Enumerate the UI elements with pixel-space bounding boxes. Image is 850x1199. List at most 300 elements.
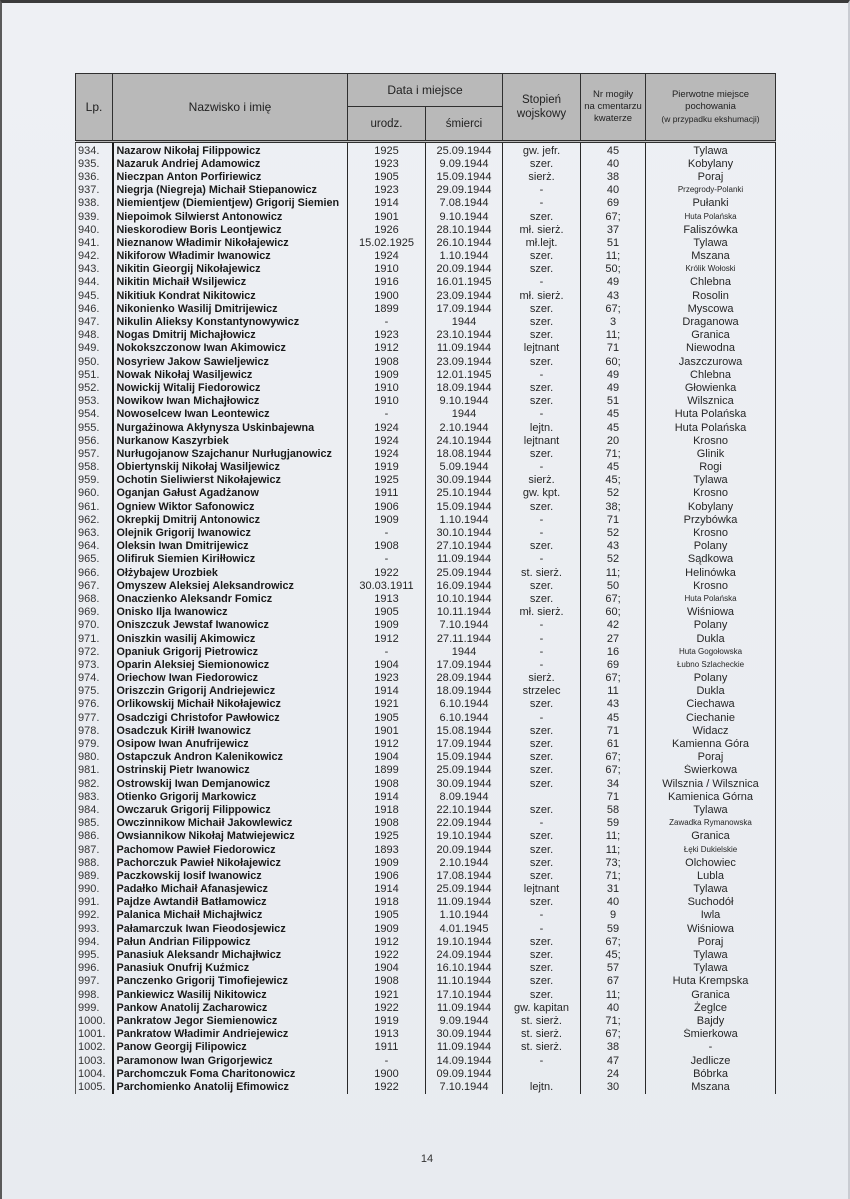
row-name: Oparin Aleksiej Siemionowicz xyxy=(113,658,348,671)
row-grave-number: 43 xyxy=(581,289,646,302)
row-grave-number: 3 xyxy=(581,315,646,328)
table-row xyxy=(76,988,776,1001)
row-original-place: Kamienica Górna xyxy=(646,790,776,803)
row-name: Okrepkij Dmitrij Antonowicz xyxy=(113,513,348,526)
row-birth-date: 1924 xyxy=(348,447,426,460)
row-death-date: 11.09.1944 xyxy=(426,1041,503,1054)
row-original-place: Świerkowa xyxy=(646,764,776,777)
row-death-date: 16.10.1944 xyxy=(426,962,503,975)
row-original-place: Łubno Szlacheckie xyxy=(646,658,776,671)
table-row xyxy=(76,142,776,158)
row-grave-number: 45; xyxy=(581,474,646,487)
row-death-date: 1944 xyxy=(426,315,503,328)
row-death-date: 18.09.1944 xyxy=(426,685,503,698)
table-row xyxy=(76,962,776,975)
table-row xyxy=(76,935,776,948)
row-rank: mł. sierż. xyxy=(503,606,581,619)
row-original-place: Mszana xyxy=(646,1080,776,1093)
row-name: Panasiuk Aleksandr Michajłwicz xyxy=(113,948,348,961)
row-number: 1004. xyxy=(76,1067,113,1080)
row-rank: szer. xyxy=(503,210,581,223)
row-grave-number: 45 xyxy=(581,142,646,158)
row-original-place: Chlebna xyxy=(646,368,776,381)
table-row xyxy=(76,263,776,276)
row-name: Olifiruk Siemien Kiriłłowicz xyxy=(113,553,348,566)
row-rank: - xyxy=(503,276,581,289)
table-row xyxy=(76,170,776,183)
row-name: Nieczpan Anton Porfiriewicz xyxy=(113,170,348,183)
table-row xyxy=(76,1028,776,1041)
row-number: 952. xyxy=(76,381,113,394)
table-row xyxy=(76,342,776,355)
row-original-place: Iwla xyxy=(646,909,776,922)
row-death-date: 1.10.1944 xyxy=(426,513,503,526)
row-rank: - xyxy=(503,513,581,526)
row-original-place: Kobylany xyxy=(646,157,776,170)
row-rank: szer. xyxy=(503,830,581,843)
row-number: 953. xyxy=(76,395,113,408)
row-death-date: 11.09.1944 xyxy=(426,1001,503,1014)
row-grave-number: 52 xyxy=(581,487,646,500)
row-birth-date: 1923 xyxy=(348,672,426,685)
table-row xyxy=(76,421,776,434)
row-grave-number: 38 xyxy=(581,170,646,183)
row-number: 997. xyxy=(76,975,113,988)
row-grave-number: 50 xyxy=(581,579,646,592)
row-name: Nowak Nikołaj Wasiljewicz xyxy=(113,368,348,381)
row-birth-date: 15.02.1925 xyxy=(348,236,426,249)
row-original-place: Mszana xyxy=(646,250,776,263)
row-number: 973. xyxy=(76,658,113,671)
row-rank: mł. sierż. xyxy=(503,289,581,302)
table-row xyxy=(76,737,776,750)
table-row xyxy=(76,223,776,236)
row-rank: szer. xyxy=(503,447,581,460)
table-header xyxy=(76,74,776,142)
row-name: Nurgażinowa Akłynysza Uskinbajewna xyxy=(113,421,348,434)
table-row xyxy=(76,250,776,263)
row-rank: szer. xyxy=(503,355,581,368)
row-death-date: 1944 xyxy=(426,408,503,421)
row-death-date: 30.09.1944 xyxy=(426,777,503,790)
row-original-place: Sądkowa xyxy=(646,553,776,566)
row-original-place: Krosno xyxy=(646,487,776,500)
row-death-date: 9.10.1944 xyxy=(426,395,503,408)
row-grave-number: 40 xyxy=(581,1001,646,1014)
row-death-date: 16.09.1944 xyxy=(426,579,503,592)
row-death-date: 24.09.1944 xyxy=(426,948,503,961)
row-birth-date: 1924 xyxy=(348,434,426,447)
row-death-date: 30.09.1944 xyxy=(426,1028,503,1041)
row-name: Niepoimok Silwierst Antonowicz xyxy=(113,210,348,223)
row-original-place: Tylawa xyxy=(646,474,776,487)
row-grave-number: 9 xyxy=(581,909,646,922)
row-death-date: 12.01.1945 xyxy=(426,368,503,381)
row-name: Nieznanow Władimir Nikołajewicz xyxy=(113,236,348,249)
row-birth-date: 1914 xyxy=(348,685,426,698)
row-original-place: Kamienna Góra xyxy=(646,737,776,750)
row-rank: lejtnant xyxy=(503,434,581,447)
row-name: Panow Georgij Filipowicz xyxy=(113,1041,348,1054)
row-birth-date: 1922 xyxy=(348,948,426,961)
row-number: 939. xyxy=(76,210,113,223)
row-death-date: 1944 xyxy=(426,645,503,658)
row-rank: szer. xyxy=(503,764,581,777)
row-number: 981. xyxy=(76,764,113,777)
row-grave-number: 38 xyxy=(581,1041,646,1054)
row-grave-number: 43 xyxy=(581,698,646,711)
table-row xyxy=(76,869,776,882)
table-row xyxy=(76,592,776,605)
table-row xyxy=(76,830,776,843)
header-place-line3: (w przypadku ekshumacji) xyxy=(661,113,760,124)
row-grave-number: 71 xyxy=(581,724,646,737)
row-original-place: Poraj xyxy=(646,935,776,948)
row-number: 936. xyxy=(76,170,113,183)
row-grave-number: 52 xyxy=(581,526,646,539)
row-name: Oniszkin wasilij Akimowicz xyxy=(113,632,348,645)
row-number: 937. xyxy=(76,184,113,197)
row-number: 954. xyxy=(76,408,113,421)
row-rank: szer. xyxy=(503,737,581,750)
row-birth-date: 1911 xyxy=(348,1041,426,1054)
row-original-place: Glinik xyxy=(646,447,776,460)
row-grave-number: 51 xyxy=(581,236,646,249)
row-rank: gw. kpt. xyxy=(503,487,581,500)
row-name: Nosyriew Jakow Sawieljewicz xyxy=(113,355,348,368)
row-number: 949. xyxy=(76,342,113,355)
row-birth-date: 1893 xyxy=(348,843,426,856)
row-original-place: Przybówka xyxy=(646,513,776,526)
row-rank: st. sierż. xyxy=(503,1041,581,1054)
row-grave-number: 45 xyxy=(581,711,646,724)
table-row xyxy=(76,289,776,302)
row-birth-date: 1904 xyxy=(348,962,426,975)
row-number: 960. xyxy=(76,487,113,500)
row-number: 964. xyxy=(76,540,113,553)
row-death-date: 25.09.1944 xyxy=(426,566,503,579)
row-death-date: 6.10.1944 xyxy=(426,698,503,711)
row-number: 978. xyxy=(76,724,113,737)
row-original-place: Huta Gogołowska xyxy=(646,645,776,658)
row-name: Ostrinskij Pietr Iwanowicz xyxy=(113,764,348,777)
row-grave-number: 52 xyxy=(581,553,646,566)
row-number: 991. xyxy=(76,896,113,909)
row-original-place: Faliszówka xyxy=(646,223,776,236)
row-number: 957. xyxy=(76,447,113,460)
row-original-place: Huta Polańska xyxy=(646,592,776,605)
row-number: 994. xyxy=(76,935,113,948)
row-name: Ostrowskij Iwan Demjanowicz xyxy=(113,777,348,790)
table-row xyxy=(76,447,776,460)
row-original-place: Polany xyxy=(646,540,776,553)
table-row xyxy=(76,711,776,724)
row-number: 1000. xyxy=(76,1014,113,1027)
row-number: 951. xyxy=(76,368,113,381)
row-name: Nazarow Nikołaj Filippowicz xyxy=(113,142,348,158)
row-death-date: 25.09.1944 xyxy=(426,764,503,777)
row-rank: mł.lejt. xyxy=(503,236,581,249)
row-original-place: Wilsznica xyxy=(646,395,776,408)
row-birth-date: 1910 xyxy=(348,381,426,394)
table-row xyxy=(76,184,776,197)
row-grave-number: 11; xyxy=(581,843,646,856)
row-rank: - xyxy=(503,408,581,421)
row-number: 984. xyxy=(76,803,113,816)
row-rank xyxy=(503,790,581,803)
row-original-place: Dukla xyxy=(646,632,776,645)
row-birth-date: 1905 xyxy=(348,711,426,724)
header-grave-number xyxy=(581,74,646,142)
row-rank: szer. xyxy=(503,975,581,988)
table-row xyxy=(76,368,776,381)
row-number: 956. xyxy=(76,434,113,447)
table-row xyxy=(76,474,776,487)
row-birth-date: 1910 xyxy=(348,263,426,276)
row-birth-date: 1921 xyxy=(348,698,426,711)
row-name: Orlikowskij Michaił Nikołajewicz xyxy=(113,698,348,711)
row-death-date: 11.09.1944 xyxy=(426,553,503,566)
row-number: 970. xyxy=(76,619,113,632)
row-number: 938. xyxy=(76,197,113,210)
row-name: Pankow Anatolij Zacharowicz xyxy=(113,1001,348,1014)
row-rank: szer. xyxy=(503,698,581,711)
row-original-place: Granica xyxy=(646,329,776,342)
row-birth-date: - xyxy=(348,1054,426,1067)
row-original-place: Granica xyxy=(646,988,776,1001)
row-number: 996. xyxy=(76,962,113,975)
row-number: 969. xyxy=(76,606,113,619)
row-number: 999. xyxy=(76,1001,113,1014)
row-rank: - xyxy=(503,461,581,474)
row-name: Pałun Andrian Filippowicz xyxy=(113,935,348,948)
row-number: 963. xyxy=(76,526,113,539)
row-number: 968. xyxy=(76,592,113,605)
row-birth-date: 1922 xyxy=(348,1080,426,1093)
row-rank: lejtn. xyxy=(503,1080,581,1093)
row-death-date: 17.08.1944 xyxy=(426,869,503,882)
row-birth-date: 1908 xyxy=(348,975,426,988)
row-number: 971. xyxy=(76,632,113,645)
table-row xyxy=(76,751,776,764)
row-birth-date: 1909 xyxy=(348,856,426,869)
row-original-place: Przegrody-Polanki xyxy=(646,184,776,197)
row-death-date: 15.09.1944 xyxy=(426,170,503,183)
row-rank: szer. xyxy=(503,540,581,553)
row-grave-number: 51 xyxy=(581,395,646,408)
row-original-place: Zawadka Rymanowska xyxy=(646,817,776,830)
row-original-place: Wiśniowa xyxy=(646,922,776,935)
row-death-date: 7.10.1944 xyxy=(426,1080,503,1093)
row-original-place: Królik Wołoski xyxy=(646,263,776,276)
row-death-date: 23.09.1944 xyxy=(426,289,503,302)
table-row xyxy=(76,487,776,500)
table-row xyxy=(76,513,776,526)
row-rank: szer. xyxy=(503,592,581,605)
table-body xyxy=(76,142,776,1094)
row-name: Parchomczuk Foma Charitonowicz xyxy=(113,1067,348,1080)
row-birth-date: 1923 xyxy=(348,329,426,342)
row-name: Oniszczuk Jewstaf Iwanowicz xyxy=(113,619,348,632)
row-death-date: 17.09.1944 xyxy=(426,658,503,671)
row-death-date: 2.10.1944 xyxy=(426,421,503,434)
row-name: Ogniew Wiktor Safonowicz xyxy=(113,500,348,513)
row-name: Pachomow Pawieł Fiedorowicz xyxy=(113,843,348,856)
row-name: Olejnik Grigorij Iwanowicz xyxy=(113,526,348,539)
row-rank: - xyxy=(503,922,581,935)
row-grave-number: 57 xyxy=(581,962,646,975)
row-original-place: Lubla xyxy=(646,869,776,882)
table-row xyxy=(76,764,776,777)
row-grave-number: 67; xyxy=(581,751,646,764)
row-original-place: Głowienka xyxy=(646,381,776,394)
row-name: Niemientjew (Diemientjew) Grigorij Siemien xyxy=(113,197,348,210)
row-number: 935. xyxy=(76,157,113,170)
row-grave-number: 60; xyxy=(581,606,646,619)
row-death-date: 11.09.1944 xyxy=(426,896,503,909)
row-birth-date: 1914 xyxy=(348,197,426,210)
table-row xyxy=(76,236,776,249)
table-row xyxy=(76,856,776,869)
row-number: 965. xyxy=(76,553,113,566)
row-number: 989. xyxy=(76,869,113,882)
row-number: 947. xyxy=(76,315,113,328)
row-number: 962. xyxy=(76,513,113,526)
row-birth-date: - xyxy=(348,645,426,658)
row-rank: szer. xyxy=(503,988,581,1001)
row-grave-number: 67; xyxy=(581,935,646,948)
header-place-line2: pochowania xyxy=(685,100,736,112)
row-number: 982. xyxy=(76,777,113,790)
row-birth-date: 1926 xyxy=(348,223,426,236)
row-name: Otienko Grigorij Markowicz xyxy=(113,790,348,803)
table-row xyxy=(76,606,776,619)
row-grave-number: 27 xyxy=(581,632,646,645)
row-name: Owczaruk Grigorij Filippowicz xyxy=(113,803,348,816)
row-birth-date: 1904 xyxy=(348,751,426,764)
table-row xyxy=(76,1014,776,1027)
table-row xyxy=(76,803,776,816)
row-birth-date: 1908 xyxy=(348,540,426,553)
row-original-place: Huta Krempska xyxy=(646,975,776,988)
row-original-place: Wilsznia / Wilsznica xyxy=(646,777,776,790)
row-rank: - xyxy=(503,632,581,645)
row-grave-number: 11; xyxy=(581,830,646,843)
row-original-place: Polany xyxy=(646,672,776,685)
row-number: 998. xyxy=(76,988,113,1001)
row-birth-date: - xyxy=(348,553,426,566)
row-death-date: 27.10.1944 xyxy=(426,540,503,553)
row-rank: sierż. xyxy=(503,170,581,183)
header-grave-line3: kwaterze xyxy=(594,113,633,124)
row-name: Nurługojanow Szajchanur Nurługjanowicz xyxy=(113,447,348,460)
row-grave-number: 24 xyxy=(581,1067,646,1080)
row-name: Panczenko Grigorij Timofiejewicz xyxy=(113,975,348,988)
row-name: Nikiforow Władimir Iwanowicz xyxy=(113,250,348,263)
row-number: 979. xyxy=(76,737,113,750)
row-original-place: Kobylany xyxy=(646,500,776,513)
row-name: Oganjan Gałust Agadżanow xyxy=(113,487,348,500)
row-birth-date: 1912 xyxy=(348,342,426,355)
row-death-date: 20.09.1944 xyxy=(426,263,503,276)
row-grave-number: 37 xyxy=(581,223,646,236)
row-birth-date: 1908 xyxy=(348,777,426,790)
row-grave-number: 71; xyxy=(581,869,646,882)
table-row xyxy=(76,883,776,896)
row-birth-date: 1909 xyxy=(348,619,426,632)
row-name: Ostapczuk Andron Kalenikowicz xyxy=(113,751,348,764)
row-number: 945. xyxy=(76,289,113,302)
row-number: 986. xyxy=(76,830,113,843)
table-row xyxy=(76,790,776,803)
row-original-place: Niewodna xyxy=(646,342,776,355)
row-birth-date: 1899 xyxy=(348,764,426,777)
table-row xyxy=(76,896,776,909)
row-original-place: Myscowa xyxy=(646,302,776,315)
table-row xyxy=(76,843,776,856)
table-row xyxy=(76,685,776,698)
row-number: 983. xyxy=(76,790,113,803)
table-row xyxy=(76,276,776,289)
row-original-place: Huta Polańska xyxy=(646,421,776,434)
table-row xyxy=(76,566,776,579)
row-rank: szer. xyxy=(503,948,581,961)
row-original-place: Polany xyxy=(646,619,776,632)
row-grave-number: 69 xyxy=(581,658,646,671)
row-original-place: Śmierkowa xyxy=(646,1028,776,1041)
row-original-place: Bajdy xyxy=(646,1014,776,1027)
row-grave-number: 11; xyxy=(581,988,646,1001)
row-name: Omyszew Aleksiej Aleksandrowicz xyxy=(113,579,348,592)
row-original-place: Suchodół xyxy=(646,896,776,909)
row-death-date: 8.09.1944 xyxy=(426,790,503,803)
table-row xyxy=(76,658,776,671)
row-death-date: 9.09.1944 xyxy=(426,1014,503,1027)
table-row xyxy=(76,210,776,223)
table-row xyxy=(76,817,776,830)
row-original-place: Widacz xyxy=(646,724,776,737)
header-death: śmierci xyxy=(426,107,503,142)
row-number: 950. xyxy=(76,355,113,368)
row-birth-date: 1900 xyxy=(348,289,426,302)
row-original-place: Granica xyxy=(646,830,776,843)
row-birth-date: 1914 xyxy=(348,790,426,803)
row-birth-date: 1925 xyxy=(348,474,426,487)
table-row xyxy=(76,777,776,790)
row-original-place: Rosolin xyxy=(646,289,776,302)
row-birth-date: 1925 xyxy=(348,142,426,158)
row-birth-date: 30.03.1911 xyxy=(348,579,426,592)
row-name: Paramonow Iwan Grigorjewicz xyxy=(113,1054,348,1067)
row-grave-number: 20 xyxy=(581,434,646,447)
row-rank: - xyxy=(503,711,581,724)
row-original-place: Jedlicze xyxy=(646,1054,776,1067)
header-place-line1: Pierwotne miejsce xyxy=(671,88,750,100)
row-original-place: Bóbrka xyxy=(646,1067,776,1080)
row-number: 972. xyxy=(76,645,113,658)
row-name: Onisko Ilja Iwanowicz xyxy=(113,606,348,619)
row-original-place: Dukla xyxy=(646,685,776,698)
row-name: Nikitiuk Kondrat Nikitowicz xyxy=(113,289,348,302)
row-grave-number: 11; xyxy=(581,250,646,263)
row-death-date: 9.09.1944 xyxy=(426,157,503,170)
table-row xyxy=(76,1041,776,1054)
row-number: 955. xyxy=(76,421,113,434)
row-grave-number: 45 xyxy=(581,421,646,434)
row-death-date: 23.09.1944 xyxy=(426,355,503,368)
row-rank: szer. xyxy=(503,302,581,315)
row-name: Pankratow Władimir Andriejewicz xyxy=(113,1028,348,1041)
